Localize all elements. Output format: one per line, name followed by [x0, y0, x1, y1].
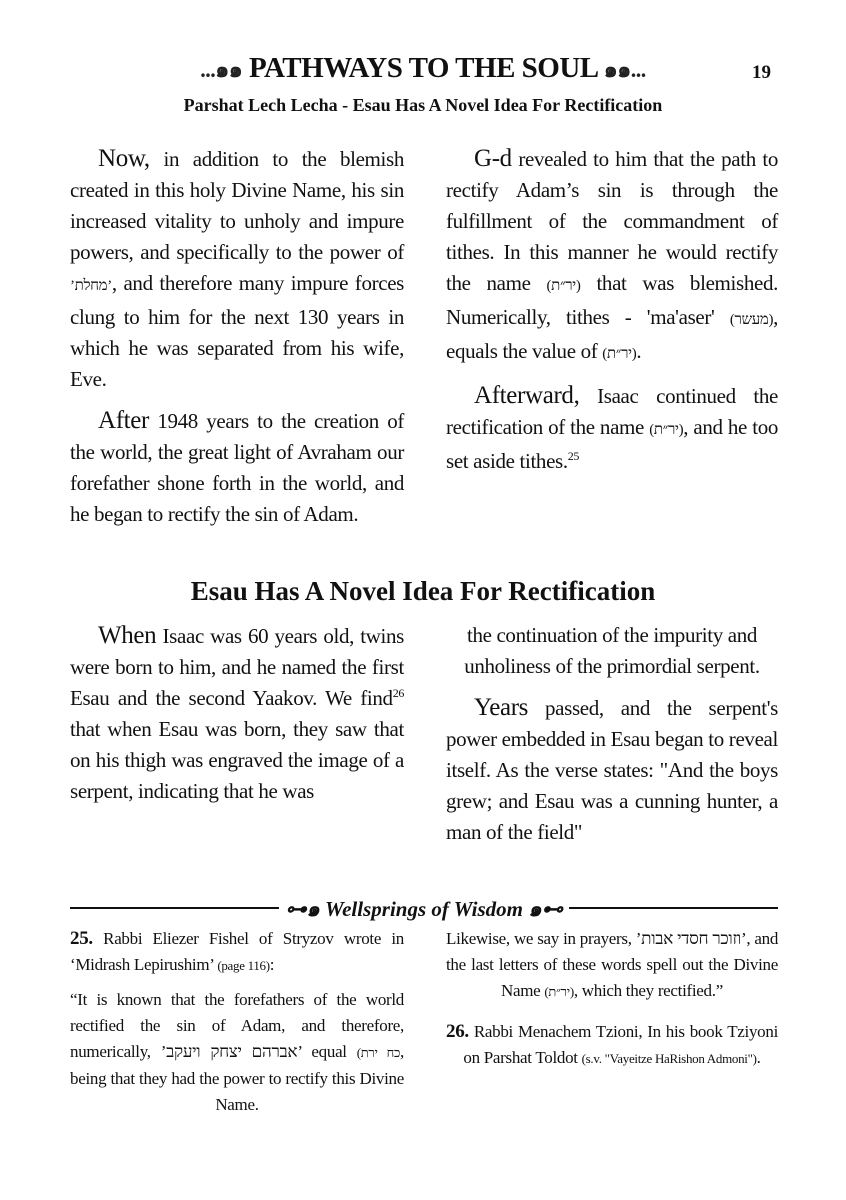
text: passed, and the serpent's power embedded in Esau began to reveal itself. As the verse states: "And the boys grew; and Esau was a cunning hunter, a man of the field"	[446, 696, 778, 844]
ornament-icon: ๑⊷	[522, 897, 563, 921]
footnote-25	[70, 926, 404, 1126]
text: , and therefore many impure forces clung to him for the next 130 years in which he was separated from his wife, Eve.	[70, 271, 404, 391]
quote-text: “It is known that the forefathers of the world rectified the sin of Adam, and therefore, numerically,	[70, 990, 404, 1061]
footnote-26	[446, 1019, 778, 1072]
text: Isaac was 60 years old, twins were born to him, and he named the first Esau and the second Yaakov. We find	[70, 624, 404, 710]
hebrew-text: (יר״ת)	[649, 422, 684, 438]
text: .	[636, 339, 642, 363]
footnote-number: 26.	[446, 1021, 469, 1042]
hebrew-text: (יר״ת)	[602, 346, 637, 362]
lead-word: After	[98, 407, 149, 434]
hebrew-text: (יר״ת)	[544, 984, 574, 999]
source-ref: (s.v. "Vayeitze HaRishon Admoni")	[581, 1051, 757, 1066]
ornament-left-icon: ...๑๑	[200, 57, 243, 82]
text: , which they rectified.”	[573, 981, 723, 1000]
paragraph	[70, 405, 404, 530]
footnote-ref[interactable]: 26	[392, 686, 404, 700]
page-number: 19	[752, 62, 771, 83]
text: , and he too set aside tithes.	[446, 415, 778, 473]
hebrew-text: (מעשר)	[729, 312, 774, 328]
lead-word: Now,	[98, 145, 150, 172]
footnote-divider	[70, 893, 778, 923]
text: Likewise, we say in prayers,	[446, 929, 636, 948]
section1-left-column	[70, 143, 404, 540]
hebrew-text: ’מחלת’	[70, 278, 112, 294]
paragraph	[446, 143, 778, 370]
footnote-25-continued-and-26	[446, 926, 778, 1080]
hebrew-text: (כח ירת	[356, 1045, 401, 1060]
paragraph: the continuation of the impurity and unholiness of the primordial serpent.	[464, 623, 760, 678]
paragraph	[446, 692, 778, 848]
text: Rabbi Menachem Tzioni, In his book Tziyoni on Parshat Toldot	[463, 1022, 778, 1067]
text: Rabbi Eliezer Fishel of Stryzov wrote in ‘Midrash Lepirushim’	[70, 929, 404, 974]
section1-right-column	[446, 143, 778, 487]
text: .	[756, 1048, 761, 1067]
lead-word: Years	[474, 694, 529, 721]
lead-word: G-d	[474, 145, 512, 172]
lead-word: Afterward,	[474, 382, 580, 409]
section-heading: Esau Has A Novel Idea For Rectification	[190, 576, 656, 606]
text: , equals the value of	[446, 305, 778, 363]
footnote-ref[interactable]: 25	[567, 449, 580, 463]
hebrew-text: ’אברהם יצחק ויעקב’	[160, 1042, 303, 1061]
text: , and the last letters of these words spell out the Divine Name	[446, 929, 779, 1000]
book-title: PATHWAYS TO THE SOUL	[248, 52, 598, 84]
text: Isaac continued the rectification of the name	[446, 384, 778, 439]
text: that when Esau was born, they saw that on his thigh was engraved the image of a serpent, indicating that he was	[70, 717, 404, 803]
paragraph	[70, 143, 404, 395]
footnote-number: 25.	[70, 928, 93, 949]
divider-label-wrap	[70, 893, 778, 926]
text: revealed to him that the path to rectify Adam’s sin is through the fulfillment of the commandment of tithes. In this manner he would rectify the name	[446, 147, 778, 295]
text: in addition to the blemish created in this holy Divine Name, his sin increased vitality to unholy and impure powers, and specifically to the power of	[70, 147, 404, 264]
quote-text: , being that they had the power to rectify this Divine Name.	[70, 1042, 404, 1114]
lead-word: When	[98, 622, 157, 649]
section2-left-column	[70, 620, 404, 817]
page-ref: (page 116)	[217, 958, 270, 973]
hebrew-text: ’וזוכר חסדי אבות’	[635, 929, 747, 948]
text: :	[269, 955, 275, 974]
hebrew-text: (יר״ת)	[546, 278, 581, 294]
running-header	[0, 52, 846, 87]
chapter-subtitle: Parshat Lech Lecha - Esau Has A Novel Idea For Rectification	[183, 95, 663, 115]
text: 1948 years to the creation of the world, the great light of Avraham our forefather shone forth in the world, and he began to rectify the sin of Adam.	[70, 409, 404, 526]
paragraph	[446, 380, 778, 477]
ornament-icon: ⊶๑	[285, 897, 325, 921]
divider-label: Wellsprings of Wisdom	[325, 897, 523, 921]
ornament-right-icon: ๑๑...	[603, 57, 646, 82]
text: that was blemished. Numerically, tithes - 'ma'aser'	[446, 271, 779, 329]
paragraph	[70, 620, 404, 807]
section2-right-column	[446, 620, 778, 858]
quote-text: equal	[302, 1042, 357, 1061]
